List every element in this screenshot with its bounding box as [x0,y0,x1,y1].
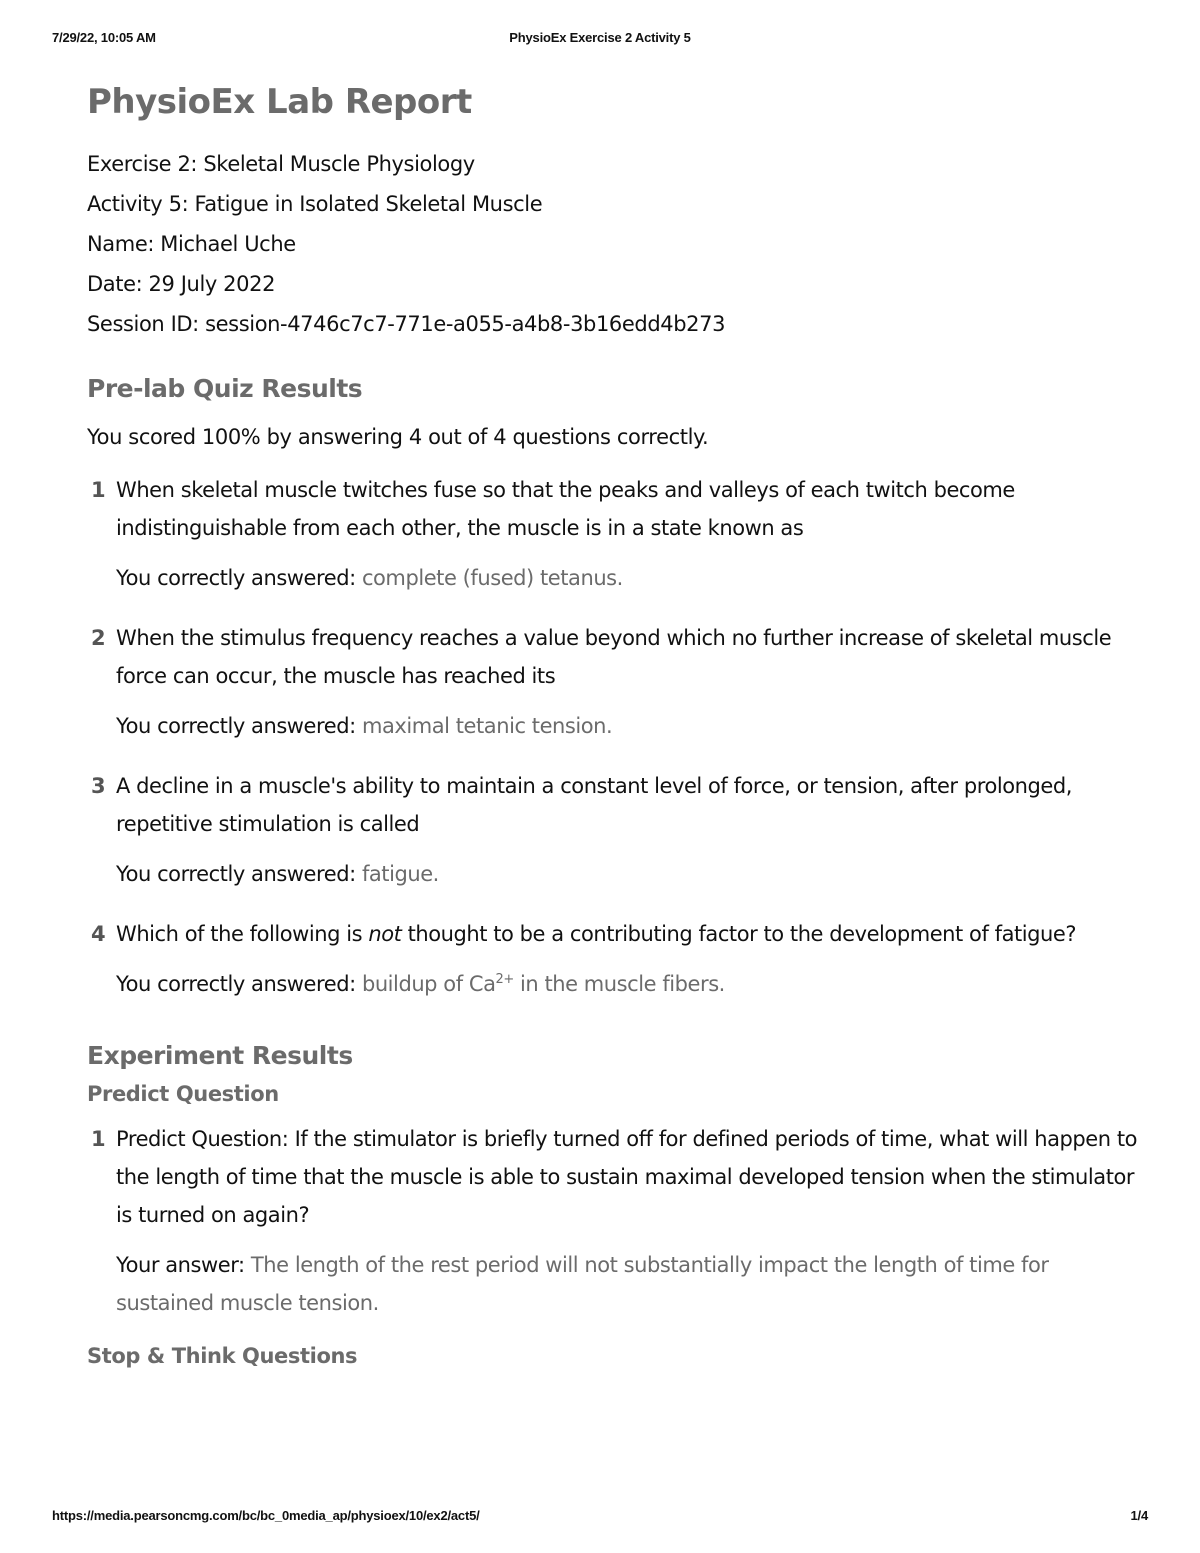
exercise-line: Exercise 2: Skeletal Muscle Physiology [87,152,475,176]
question-text: When skeletal muscle twitches fuse so that the peaks and valleys of each twitch become indistinguishable from each other, the muscle is in a state known as [116,478,1015,540]
question-text [116,915,1147,953]
answer-superscript: 2+ [495,972,514,987]
date-line: Date: 29 July 2022 [87,272,276,296]
print-page-title: PhysioEx Exercise 2 Activity 5 [509,30,691,45]
predict-question [87,1120,1147,1322]
answer-label: You correctly answered: [116,972,362,996]
answer-label: You correctly answered: [116,862,362,886]
question-text: Predict Question: If the stimulator is briefly turned off for defined periods of time, what will happen to the length of time that the muscle is able to sustain maximal developed tension when the stimulator is turned on again? [116,1127,1138,1227]
print-url: https://media.pearsoncmg.com/bc/bc_0media_ap/physioex/10/ex2/act5/ [52,1508,480,1523]
question-answer [116,559,1147,597]
prelab-score: You scored 100% by answering 4 out of 4 questions correctly. [87,425,709,449]
question-text: When the stimulus frequency reaches a value beyond which no further increase of skeletal muscle force can occur, the muscle has reached its [116,626,1112,688]
answer-value: maximal tetanic tension. [361,714,613,738]
prelab-question [87,619,1147,745]
stop-think-heading: Stop & Think Questions [87,1344,358,1368]
question-text-part: Which of the following is [116,922,369,946]
question-answer [116,855,1147,893]
answer-label: You correctly answered: [116,714,362,738]
prelab-question [87,471,1147,597]
session-id-line: Session ID: session-4746c7c7-771e-a055-a4b8-3b16edd4b273 [87,312,726,336]
question-number: 1 [91,1127,106,1151]
prelab-question [87,915,1147,1003]
print-page-number: 1/4 [1130,1508,1148,1523]
question-text-emphasis: not [368,922,402,946]
answer-value: fatigue. [361,862,439,886]
question-number: 4 [91,922,106,946]
answer-value: complete (fused) tetanus. [361,566,623,590]
activity-line: Activity 5: Fatigue in Isolated Skeletal Muscle [87,192,543,216]
answer-value: The length of the rest period will not substantially impact the length of time for sustained muscle tension. [116,1253,1049,1315]
answer-label: Your answer: [116,1253,251,1277]
prelab-question-list [87,471,1147,1003]
answer-label: You correctly answered: [116,566,362,590]
question-answer [116,1246,1147,1322]
question-answer [116,707,1147,745]
report-content [87,82,1147,1368]
prelab-heading: Pre-lab Quiz Results [87,374,363,403]
experiment-heading: Experiment Results [87,1041,353,1070]
question-number: 2 [91,626,106,650]
question-text-part: thought to be a contributing factor to the development of fatigue? [401,922,1077,946]
answer-value-part: buildup of Ca [361,972,496,996]
predict-heading: Predict Question [87,1082,279,1106]
report-title: PhysioEx Lab Report [87,82,472,122]
prelab-question [87,767,1147,893]
question-answer [116,965,1147,1003]
report-meta [87,144,1147,344]
answer-value [362,972,725,996]
question-number: 1 [91,478,106,502]
name-line: Name: Michael Uche [87,232,296,256]
question-text: A decline in a muscle's ability to maintain a constant level of force, or tension, after prolonged, repetitive stimulation is called [116,774,1072,836]
print-datetime: 7/29/22, 10:05 AM [52,30,156,45]
answer-value-part: in the muscle fibers. [513,972,725,996]
question-number: 3 [91,774,106,798]
